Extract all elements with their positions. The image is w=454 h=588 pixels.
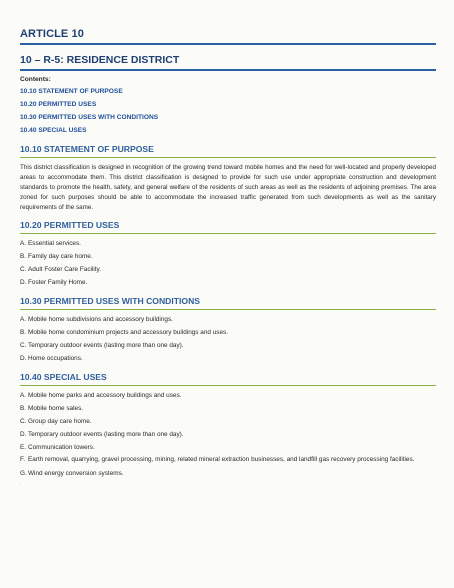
- list-item: A. Mobile home parks and accessory buildings and uses.: [20, 392, 182, 399]
- section-title: 10.10 STATEMENT OF PURPOSE: [20, 144, 154, 154]
- article-rule: [20, 43, 436, 45]
- contents-link-permitted[interactable]: 10.20 PERMITTED USES: [20, 101, 97, 108]
- contents-link-conditional[interactable]: 10.30 PERMITTED USES WITH CONDITIONS: [20, 114, 159, 121]
- section-rule: [20, 157, 436, 158]
- contents-link-purpose[interactable]: 10.10 STATEMENT OF PURPOSE: [20, 88, 123, 95]
- section-rule: [20, 233, 436, 234]
- list-item: C. Group day care home.: [20, 418, 92, 425]
- scan-speck: ·: [19, 482, 21, 488]
- list-item: A. Mobile home subdivisions and accessory buildings.: [20, 316, 173, 323]
- section-rule: [20, 309, 436, 310]
- chapter-title: 10 – R-5: RESIDENCE DISTRICT: [20, 54, 180, 66]
- list-item: G. Wind energy conversion systems.: [20, 470, 124, 477]
- article-title: ARTICLE 10: [20, 28, 84, 40]
- list-item: B. Mobile home condominium projects and accessory buildings and uses.: [20, 329, 228, 336]
- permitted-list: [20, 237, 436, 289]
- contents-link-special[interactable]: 10.40 SPECIAL USES: [20, 127, 87, 134]
- chapter-rule: [20, 69, 436, 71]
- section-permitted: [20, 220, 436, 289]
- list-item: B. Mobile home sales.: [20, 405, 84, 412]
- section-rule: [20, 385, 436, 386]
- list-item: B. Family day care home.: [20, 253, 93, 260]
- list-item: E. Communication towers.: [20, 444, 95, 451]
- list-item: D. Home occupations.: [20, 355, 83, 362]
- contents-list: [20, 85, 436, 137]
- list-item: F. Earth removal, quarrying, gravel processing, mining, related mineral extraction businesses, and landfill gas recovery processing facilities.: [20, 456, 415, 463]
- contents-label: Contents:: [20, 76, 51, 83]
- purpose-paragraph: This district classification is designed in recognition of the growing trend toward mobile homes and the need for well-located and properly developed areas to accommodate them. This district classification is designed to provide for such use under appropriate construction and development standards to promote the health, safety, and general welfare of the residents of such areas as well as the residents of adjoining premises. The area zoned for such purposes should be able to accommodate the increased traffic generated from such developments as well as the sanitary requirements of the same.: [20, 164, 436, 211]
- list-item: C. Temporary outdoor events (lasting more than one day).: [20, 342, 184, 349]
- list-item: A. Essential services.: [20, 240, 81, 247]
- list-item: D. Foster Family Home.: [20, 279, 88, 286]
- section-title: 10.40 SPECIAL USES: [20, 372, 107, 382]
- conditional-list: [20, 313, 436, 365]
- ordinance-page: [20, 28, 436, 480]
- list-item: D. Temporary outdoor events (lasting more than one day).: [20, 431, 184, 438]
- special-list: [20, 389, 436, 480]
- section-purpose: [20, 144, 436, 213]
- list-item: C. Adult Foster Care Facility.: [20, 266, 102, 273]
- section-title: 10.20 PERMITTED USES: [20, 220, 120, 230]
- section-special: [20, 372, 436, 480]
- section-conditional: [20, 296, 436, 365]
- section-title: 10.30 PERMITTED USES WITH CONDITIONS: [20, 296, 201, 306]
